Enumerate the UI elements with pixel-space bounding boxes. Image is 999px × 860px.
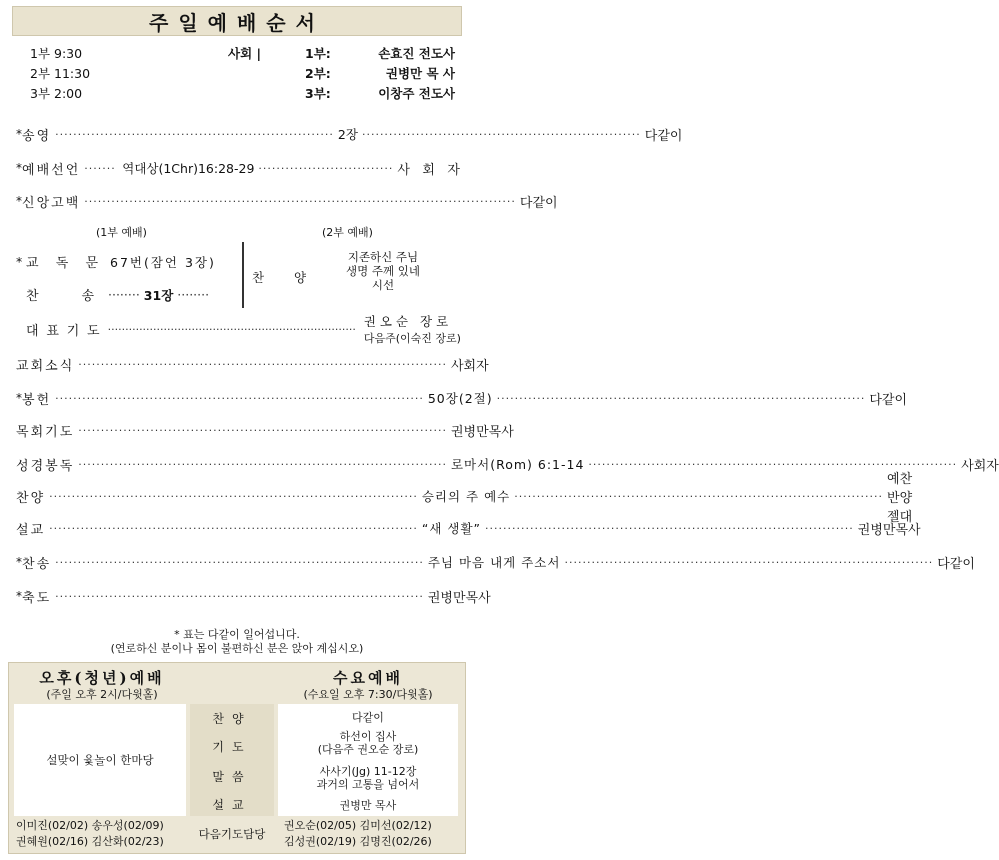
order-item: [16, 552, 975, 572]
order-label: 찬 송: [22, 556, 52, 572]
order-leader-name: 다 같 이: [644, 128, 683, 144]
hymn-first: 찬 송 ········ 31장 ········: [26, 287, 210, 304]
order-leader: ······························································ 2장 ······························································: [55, 127, 641, 142]
seated-note: (연로하신 분이나 몸이 불편하신 분은 앉아 계십시오): [110, 642, 364, 655]
prayer-duty-right: [284, 818, 432, 850]
order-leader: ······· 역대상(1Chr)16:28-29 ······························: [84, 161, 394, 176]
label-hymn: 찬양: [212, 712, 252, 726]
order-label: 교 회 소 식: [16, 358, 75, 374]
order-label: 목 회 기 도: [16, 424, 75, 440]
duty-line: 이미진(02/02) 송우성(02/09): [16, 819, 164, 832]
stand-mark: *: [16, 589, 22, 603]
order-label: 교 독 문: [26, 256, 98, 271]
order-label: 찬 송: [26, 289, 94, 304]
order-leader-name: 다 같 이: [519, 195, 558, 211]
order-item: [16, 454, 999, 474]
first-service-header: (1부 예배): [96, 226, 147, 239]
hymn-line: 지존하신 주님: [347, 250, 419, 264]
second-service-header: (2부 예배): [322, 226, 373, 239]
stand-mark: *: [16, 194, 22, 208]
label-word: 말씀: [212, 770, 252, 784]
responsive-reading: [16, 252, 238, 271]
order-item: 대 표 기 도 ······································································· 권오순 장로 다음주(이숙진 장로): [26, 314, 461, 345]
order-text: 50장(2절): [427, 391, 493, 406]
order-leader: ·················································································· 로마서(Rom) 6:1-14 ··················································································: [78, 457, 958, 472]
service-times: [30, 44, 90, 104]
prayer-duty-left: [16, 818, 164, 850]
presider-row: [305, 84, 455, 104]
order-leader-name: 사 회 자: [397, 162, 460, 178]
wed-prayer-next: (다음주 권오순 장로): [317, 743, 419, 756]
page-title: 주일예배순서: [12, 6, 462, 36]
order-label: 찬 양: [16, 490, 46, 506]
order-label: 예 배 선 언: [22, 162, 81, 178]
duty-line: 권혜원(02/16) 김산화(02/23): [16, 835, 164, 848]
order-leader: ··················································································: [78, 357, 447, 371]
order-item: [16, 354, 489, 374]
order-text: 2장: [337, 127, 358, 142]
order-label: 신 앙 고 백: [22, 195, 81, 211]
order-text: 67번(잠언 3장): [110, 254, 216, 270]
prayer-next: 다음주(이숙진 장로): [363, 332, 461, 345]
order-leader-name: 권 병 만 목 사: [427, 590, 491, 606]
order-text: 승리의 주 예수: [421, 489, 511, 504]
presider-row: [305, 44, 455, 64]
label-sermon: 설교: [212, 798, 252, 812]
wed-word: 사사기(Jg) 11-12장: [319, 765, 417, 778]
order-leader-name: 예반젤 찬양대: [887, 471, 913, 525]
hymn-line: 시선: [371, 278, 395, 292]
order-leader-name: 권 병 만 목 사: [450, 424, 514, 440]
stand-mark: *: [16, 161, 22, 175]
order-item: [16, 158, 460, 178]
time-2: 2부 11:30: [30, 66, 91, 81]
order-text: 로마서(Rom) 6:1-14: [450, 457, 585, 472]
standing-note: * 표는 다같이 일어섭니다.: [174, 628, 300, 641]
order-leader: ··················································································: [55, 589, 424, 603]
order-leader: ·················································································· 승리의 주 예수 ··················································································: [49, 489, 883, 504]
column-divider: [242, 242, 244, 308]
presider-name: 이창주 전도사: [378, 86, 455, 101]
afternoon-sub: (주일 오후 2시/다윗홀): [46, 688, 158, 701]
time-3: 3부 2:00: [30, 86, 83, 101]
order-label: 축 도: [22, 590, 52, 606]
presider-row: [305, 64, 455, 84]
hymn-line: 생명 주께 있네: [346, 264, 420, 278]
prayer-duty-label: 다음기도담당: [198, 827, 266, 841]
order-label: 설 교: [16, 522, 46, 538]
order-label: 성 경 봉 독: [16, 458, 75, 474]
order-leader: ··················································································: [78, 423, 447, 437]
order-label: 봉 헌: [22, 392, 52, 408]
order-text: 31장: [143, 287, 174, 303]
hymn-second-title: [318, 250, 448, 292]
afternoon-title: 오후(청년)예배: [39, 669, 165, 687]
duty-line: 김성권(02/19) 김명진(02/26): [284, 835, 432, 848]
order-leader-name: 다 같 이: [869, 392, 908, 408]
afternoon-content: 설맞이 윷놀이 한마당: [46, 753, 154, 767]
order-item: [16, 518, 921, 538]
order-leader-name: 사 회 자: [961, 458, 999, 474]
order-text: “새 생활”: [421, 521, 482, 536]
order-label: 송 영: [22, 128, 52, 144]
order-leader: ·················································································· “새 생활” ··················································································: [49, 521, 854, 536]
label-prayer: 기도: [212, 740, 252, 754]
order-item: [16, 586, 491, 606]
order-leader: ································································································: [84, 194, 516, 208]
prayer-name: 권오순 장로: [363, 314, 453, 329]
order-leader: ·················································································· 주님 마음 내게 주소서 ··················································································: [55, 555, 934, 570]
order-text: 역대상(1Chr)16:28-29: [122, 161, 255, 176]
order-item: [16, 471, 913, 525]
wednesday-title: 수요예배: [333, 669, 403, 687]
wed-sermon: 권병만 목사: [339, 799, 397, 812]
presider-label: 사회 |: [228, 46, 262, 61]
hymn-second-label: 찬 양: [252, 270, 313, 285]
presider-part: 3부:: [305, 86, 331, 101]
wed-word-title: 과거의 고통을 넘어서: [316, 778, 420, 791]
order-text: 주님 마음 내게 주소서: [427, 555, 561, 570]
order-item: [16, 191, 558, 211]
stand-mark: *: [16, 391, 22, 405]
stand-mark: *: [16, 127, 22, 141]
presider-name: 손효진 전도사: [378, 46, 455, 61]
wednesday-labels: [190, 704, 274, 816]
order-item: [16, 388, 908, 408]
presider-list: [305, 44, 455, 104]
order-leader-name: 권 병 만 목 사: [857, 522, 921, 538]
presider-part: 2부:: [305, 66, 331, 81]
wed-prayer: 하선이 집사: [339, 730, 397, 743]
order-item: [16, 420, 514, 440]
order-leader-name: [364, 312, 462, 346]
stand-mark: *: [16, 254, 23, 269]
wed-hymn: 다같이: [352, 711, 384, 724]
presider-part: 1부:: [305, 46, 331, 61]
time-1: 1부 9:30: [30, 46, 83, 61]
duty-line: 권오순(02/05) 김미선(02/12): [284, 819, 432, 832]
wednesday-sub: (수요일 오후 7:30/다윗홀): [303, 688, 433, 701]
order-leader: ·················································································· 50장(2절) ··················································································: [55, 391, 866, 406]
stand-mark: *: [16, 555, 22, 569]
order-leader-name: 사 회 자: [450, 358, 489, 374]
order-leader-name: 다 같 이: [937, 556, 975, 572]
order-item: [16, 124, 683, 144]
order-label: 대 표 기 도: [26, 323, 100, 339]
presider-name: 권병만 목 사: [385, 66, 455, 81]
